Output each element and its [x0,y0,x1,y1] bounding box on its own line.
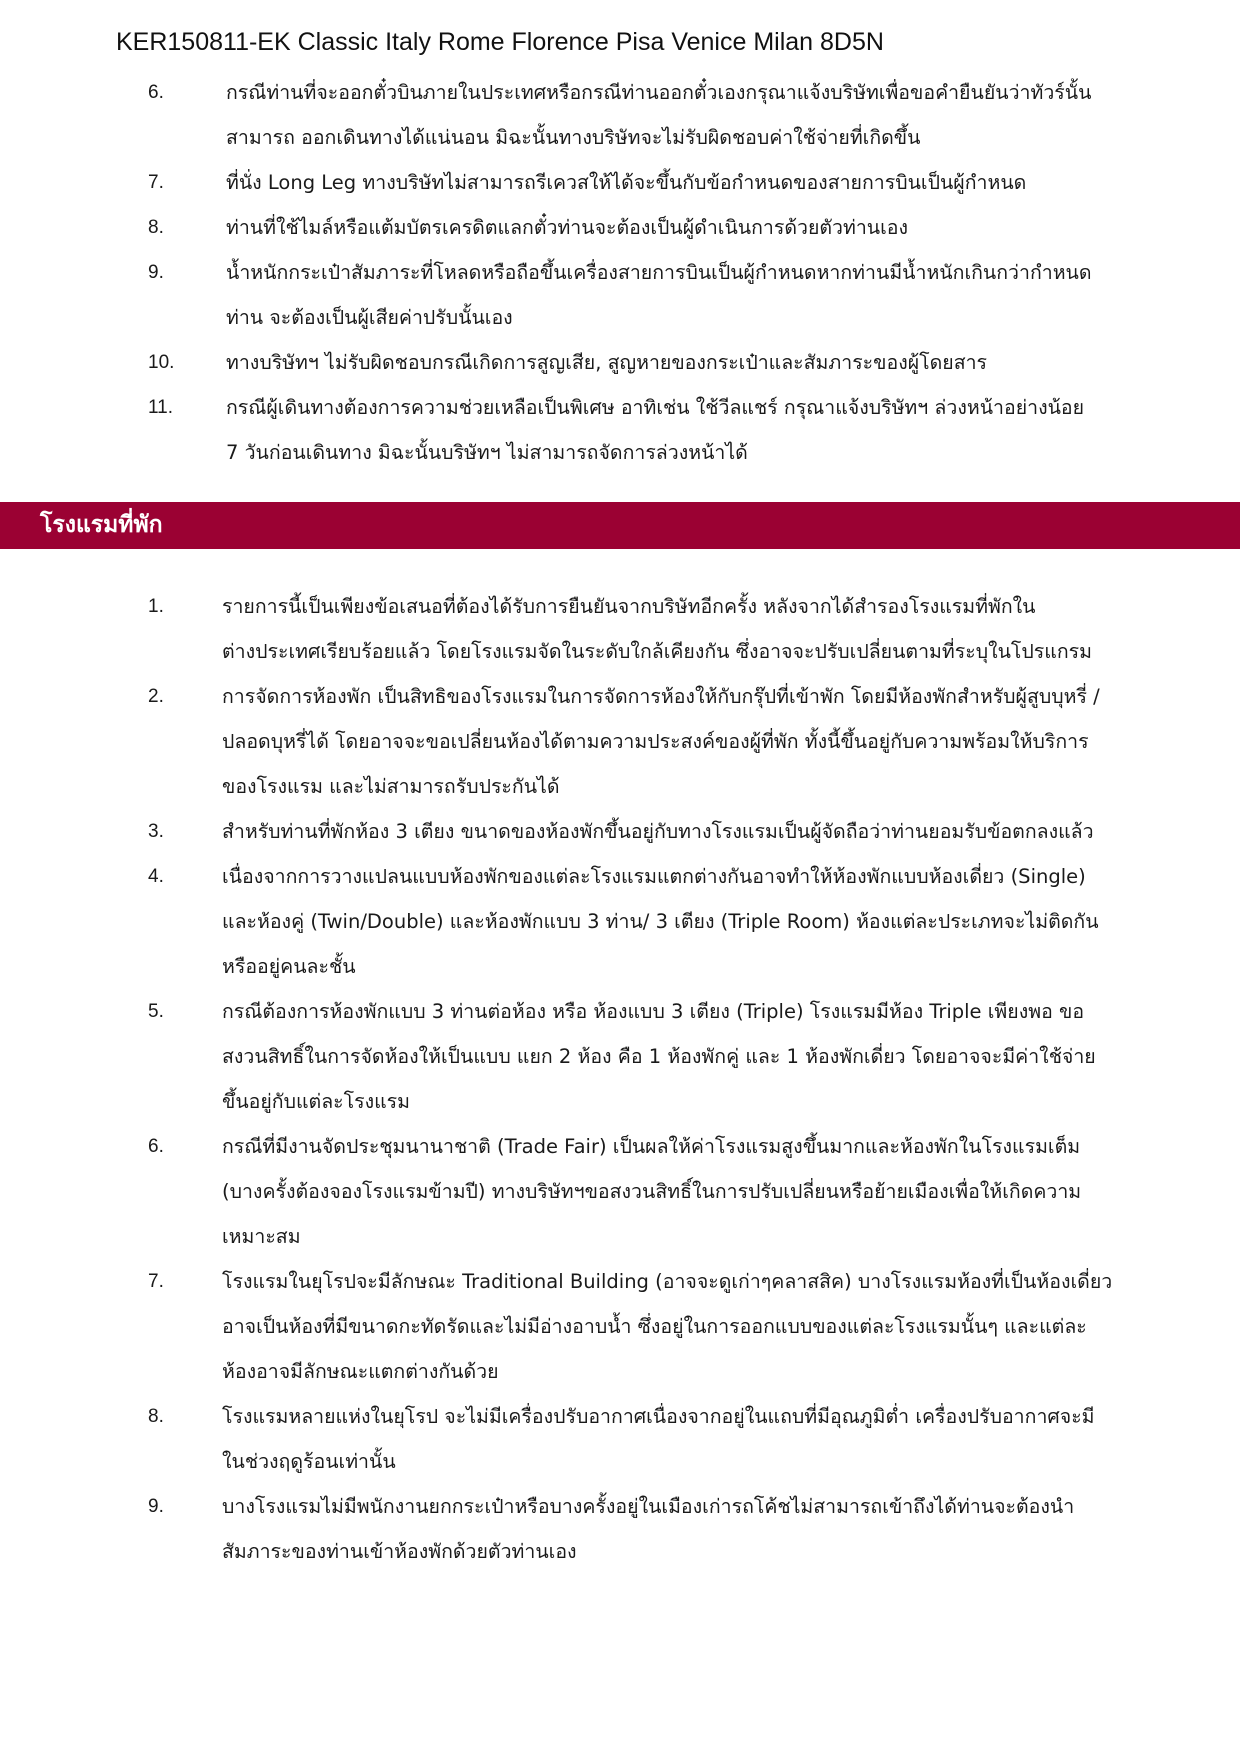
item-line: และห้องคู่ (Twin/Double) และห้องพักแบบ 3 ท่าน/ 3 เตียง (Triple Room) ห้องแต่ละประเภทจะไม่ติดกัน [222,910,1099,933]
item-line: สามารถ ออกเดินทางได้แน่นอน มิฉะนั้นทางบริษัทจะไม่รับผิดชอบค่าใช้จ่ายที่เกิดขึ้น [226,126,921,149]
item-text [222,1259,1172,1394]
section-title: โรงแรมที่พัก [40,512,163,538]
list-item [0,989,1240,1124]
item-line: โรงแรมในยุโรปจะมีลักษณะ Traditional Building (อาจจะดูเก่าๆคลาสสิค) บางโรงแรมห้องที่เป็นห้องเดี่ยว [222,1270,1113,1293]
item-number: 7. [148,172,164,193]
item-line: ปลอดบุหรี่ได้ โดยอาจจะขอเปลี่ยนห้องได้ตามความประสงค์ของผู้ที่พัก ทั้งนี้ขึ้นอยู่กับความพร้อมให้บริการ [222,730,1089,753]
item-line: (บางครั้งต้องจองโรงแรมข้ามปี) ทางบริษัทฯขอสงวนสิทธิ์ในการปรับเปลี่ยนหรือย้ายเมืองเพื่อให้เกิดความ [222,1180,1082,1203]
item-line: ทางบริษัทฯ ไม่รับผิดชอบกรณีเกิดการสูญเสีย, สูญหายของกระเป๋าและสัมภาระของผู้โดยสาร [226,351,988,374]
hotel-list [0,584,1240,1574]
item-number: 11. [148,397,174,418]
item-number: 9. [148,262,164,283]
item-number: 8. [148,1406,164,1427]
item-line: สำหรับท่านที่พักห้อง 3 เตียง ขนาดของห้องพักขึ้นอยู่กับทางโรงแรมเป็นผู้จัดถือว่าท่านยอมรับข้อตกลงแล้ว [222,820,1094,843]
item-number: 1. [148,596,164,617]
list-item [0,1124,1240,1259]
list-item [0,250,1240,340]
item-text [222,1124,1172,1259]
conditions-list [0,70,1240,475]
item-text [226,70,1176,160]
item-text [222,674,1172,809]
item-number: 4. [148,866,164,887]
item-line: ท่านที่ใช้ไมล์หรือแต้มบัตรเครดิตแลกตั๋วท่านจะต้องเป็นผู้ดำเนินการด้วยตัวท่านเอง [226,216,909,239]
item-line: รายการนี้เป็นเพียงข้อเสนอที่ต้องได้รับการยืนยันจากบริษัทอีกครั้ง หลังจากได้สำรองโรงแรมที่พักใน [222,595,1036,618]
list-item [0,385,1240,475]
item-text [226,340,1176,385]
item-number: 9. [148,1496,164,1517]
item-line: กรณีท่านที่จะออกตั๋วบินภายในประเทศหรือกรณีท่านออกตั๋วเองกรุณาแจ้งบริษัทเพื่อขอคำยืนยันว่าทัวร์นั้น [226,81,1092,104]
list-item [0,1484,1240,1574]
item-line: ในช่วงฤดูร้อนเท่านั้น [222,1450,396,1473]
item-text [222,1484,1172,1574]
list-item [0,70,1240,160]
item-line: เนื่องจากการวางแปลนแบบห้องพักของแต่ละโรงแรมแตกต่างกันอาจทำให้ห้องพักแบบห้องเดี่ยว (Single) [222,865,1086,888]
item-line: ของโรงแรม และไม่สามารถรับประกันได้ [222,775,560,798]
item-text [222,989,1172,1124]
item-number: 6. [148,82,164,103]
item-line: กรณีผู้เดินทางต้องการความช่วยเหลือเป็นพิเศษ อาทิเช่น ใช้วีลแชร์ กรุณาแจ้งบริษัทฯ ล่วงหน้าอย่างน้อย [226,396,1085,419]
item-text [226,205,1176,250]
item-line: สงวนสิทธิ์ในการจัดห้องให้เป็นแบบ แยก 2 ห้อง คือ 1 ห้องพักคู่ และ 1 ห้องพักเดี่ยว โดยอาจจะมีค่าใช้จ่าย [222,1045,1096,1068]
list-item [0,340,1240,385]
list-item [0,584,1240,674]
item-number: 7. [148,1271,164,1292]
item-line: กรณีที่มีงานจัดประชุมนานาชาติ (Trade Fair) เป็นผลให้ค่าโรงแรมสูงขึ้นมากและห้องพักในโรงแรมเต็ม [222,1135,1081,1158]
item-number: 5. [148,1001,164,1022]
item-line: อาจเป็นห้องที่มีขนาดกะทัดรัดและไม่มีอ่างอาบน้ำ ซึ่งอยู่ในการออกแบบของแต่ละโรงแรมนั้นๆ และแต่ละ [222,1315,1087,1338]
item-line: สัมภาระของท่านเข้าห้องพักด้วยตัวท่านเอง [222,1540,577,1563]
item-line: ที่นั่ง Long Leg ทางบริษัทไม่สามารถรีเควสให้ได้จะขึ้นกับข้อกำหนดของสายการบินเป็นผู้กำหนด [226,171,1027,194]
item-line: 7 วันก่อนเดินทาง มิฉะนั้นบริษัทฯ ไม่สามารถจัดการล่วงหน้าได้ [226,441,748,464]
item-text [226,160,1176,205]
item-text [222,1394,1172,1484]
document-header: KER150811-EK Classic Italy Rome Florence Pisa Venice Milan 8D5N [116,28,884,56]
item-text [222,584,1172,674]
item-number: 6. [148,1136,164,1157]
item-line: น้ำหนักกระเป๋าสัมภาระที่โหลดหรือถือขึ้นเครื่องสายการบินเป็นผู้กำหนดหากท่านมีน้ำหนักเกินกว่ากำหนด [226,261,1092,284]
hotel-section-header [0,502,1240,549]
list-item [0,854,1240,989]
item-text [226,385,1176,475]
item-number: 3. [148,821,164,842]
list-item [0,674,1240,809]
item-line: ห้องอาจมีลักษณะแตกต่างกันด้วย [222,1360,499,1383]
list-item [0,809,1240,854]
item-line: การจัดการห้องพัก เป็นสิทธิของโรงแรมในการจัดการห้องให้กับกรุ๊ปที่เข้าพัก โดยมีห้องพักสำหรับผู้สูบบุหรี่ / [222,685,1100,708]
item-number: 2. [148,686,164,707]
item-number: 8. [148,217,164,238]
item-number: 10. [148,352,175,373]
list-item [0,205,1240,250]
item-line: กรณีต้องการห้องพักแบบ 3 ท่านต่อห้อง หรือ ห้องแบบ 3 เตียง (Triple) โรงแรมมีห้อง Triple เพียงพอ ขอ [222,1000,1085,1023]
list-item [0,160,1240,205]
item-line: เหมาะสม [222,1225,301,1248]
item-line: หรืออยู่คนละชั้น [222,955,356,978]
item-line: โรงแรมหลายแห่งในยุโรป จะไม่มีเครื่องปรับอากาศเนื่องจากอยู่ในแถบที่มีอุณภูมิต่ำ เครื่องปรับอากาศจะมี [222,1405,1095,1428]
item-line: ต่างประเทศเรียบร้อยแล้ว โดยโรงแรมจัดในระดับใกล้เคียงกัน ซึ่งอาจจะปรับเปลี่ยนตามที่ระบุในโปรแกรม [222,640,1092,663]
item-line: บางโรงแรมไม่มีพนักงานยกกระเป๋าหรือบางครั้งอยู่ในเมืองเก่ารถโค้ชไม่สามารถเข้าถึงได้ท่านจะต้องนำ [222,1495,1075,1518]
list-item [0,1259,1240,1394]
item-text [222,854,1172,989]
item-line: ท่าน จะต้องเป็นผู้เสียค่าปรับนั้นเอง [226,306,513,329]
item-text [222,809,1172,854]
item-line: ขึ้นอยู่กับแต่ละโรงแรม [222,1090,411,1113]
list-item [0,1394,1240,1484]
item-text [226,250,1176,340]
